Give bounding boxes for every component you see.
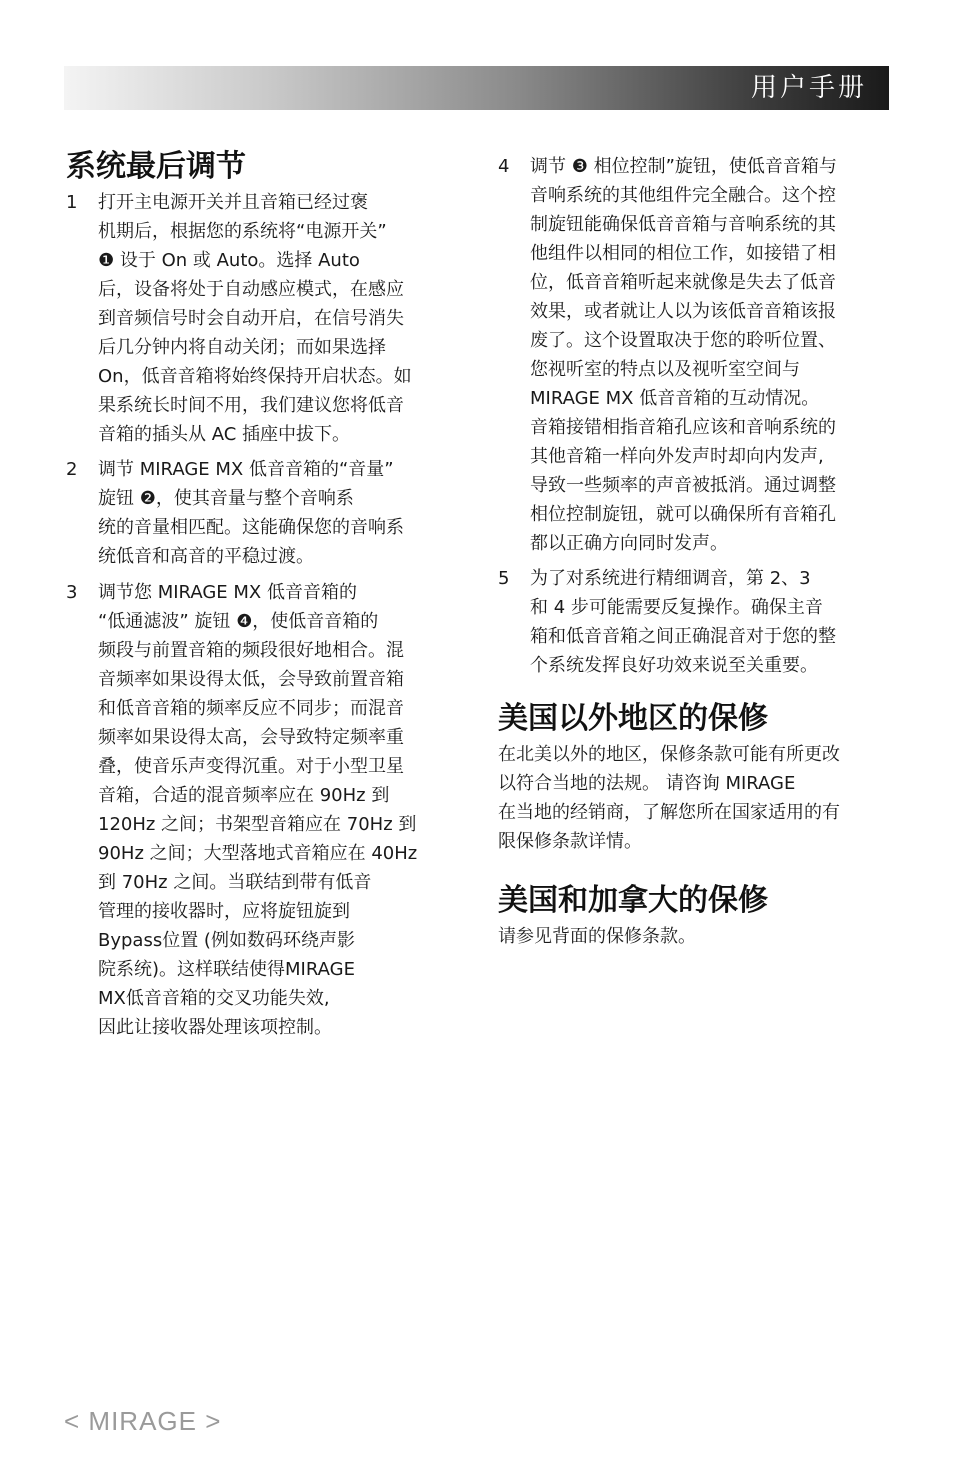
intl-warranty-line: 以符合当地的法规。 请咨询 MIRAGE [498, 773, 796, 794]
item-3-line: 调节您 MIRAGE MX 低音音箱的 [98, 582, 357, 603]
item-4-line: 导致一些频率的声音被抵消。通过调整 [530, 475, 836, 496]
item-4-line: 效果，或者就让人以为该低音音箱该报 [530, 301, 836, 322]
item-4-line: 他组件以相同的相位工作，如接错了相 [530, 243, 836, 264]
item-1-line: 到音频信号时会自动开启，在信号消失 [98, 308, 404, 329]
item-3-line: Bypass位置 (例如数码环绕声影 [98, 930, 355, 951]
header-bar [64, 66, 889, 110]
item-4-line: MIRAGE MX 低音音箱的互动情况。 [530, 388, 820, 409]
item-2-line: 统的音量相匹配。这能确保您的音响系 [98, 517, 404, 538]
intl-warranty-line: 在北美以外的地区，保修条款可能有所更改 [498, 744, 840, 765]
item-1-line: 打开主电源开关并且音箱已经过褒 [98, 192, 368, 213]
intl-warranty-text [498, 740, 840, 856]
item-4-line: 您视听室的特点以及视听室空间与 [530, 359, 800, 380]
mirage-logo: < MIRAGE > [64, 1406, 222, 1436]
us-warranty-line: 请参见背面的保修条款。 [498, 926, 696, 947]
item-3-line: 90Hz 之间；大型落地式音箱应在 40Hz [98, 843, 418, 864]
section-title-final-adjust: 系统最后调节 [66, 149, 246, 184]
intl-warranty-line: 限保修条款详情。 [498, 831, 642, 852]
us-warranty-text [498, 922, 696, 951]
item-number: 3 [66, 582, 78, 603]
item-4-line: 都以正确方向同时发声。 [530, 533, 728, 554]
item-4-line: 音响系统的其他组件完全融合。这个控 [530, 185, 836, 206]
item-3-line: 120Hz 之间；书架型音箱应在 70Hz 到 [98, 814, 417, 835]
item-4-line: 音箱接错相指音箱孔应该和音响系统的 [530, 417, 836, 438]
item-1-line: 音箱的插头从 AC 插座中拔下。 [98, 424, 351, 445]
item-2-line: 调节 MIRAGE MX 低音音箱的“音量” [98, 459, 394, 480]
item-number: 5 [498, 568, 510, 589]
item-4-line: 制旋钮能确保低音音箱与音响系统的其 [530, 214, 836, 235]
item-1-line: 后几分钟内将自动关闭；而如果选择 [98, 337, 386, 358]
item-4-line: 位，低音音箱听起来就像是失去了低音 [530, 272, 836, 293]
item-1-line: ❶ 设于 On 或 Auto。选择 Auto [98, 250, 360, 271]
item-1-line: 机期后，根据您的系统将“电源开关” [98, 221, 387, 242]
item-3-line: 音频率如果设得太低，会导致前置音箱 [98, 669, 404, 690]
intl-warranty-line: 在当地的经销商，了解您所在国家适用的有 [498, 802, 840, 823]
item-3-line: 院系统)。这样联结使得MIRAGE [98, 959, 355, 980]
item-2-line: 旋钮 ❷，使其音量与整个音响系 [98, 488, 354, 509]
item-3-line: 到 70Hz 之间。当联结到带有低音 [98, 872, 372, 893]
item-number: 2 [66, 459, 78, 480]
item-4-line: 调节 ❸ 相位控制”旋钮，使低音音箱与 [530, 156, 837, 177]
item-1-line: On，低音音箱将始终保持开启状态。如 [98, 366, 412, 387]
item-1-line: 后，设备将处于自动感应模式，在感应 [98, 279, 404, 300]
item-3-line: 频率如果设得太高，会导致特定频率重 [98, 727, 404, 748]
item-5-line: 箱和低音音箱之间正确混音对于您的整 [530, 626, 836, 647]
item-3-line: “低通滤波” 旋钮 ❹，使低音音箱的 [98, 611, 379, 632]
item-4-line: 相位控制旋钮，就可以确保所有音箱孔 [530, 504, 836, 525]
item-4-line: 其他音箱一样向外发声时却向内发声, [530, 446, 824, 467]
header-title: 用户手册 [750, 73, 867, 103]
item-3-line: 因此让接收器处理该项控制。 [98, 1017, 332, 1038]
item-3-line: 和低音音箱的频率反应不同步；而混音 [98, 698, 404, 719]
item-5-line: 和 4 步可能需要反复操作。确保主音 [530, 597, 823, 618]
item-3-line: 叠，使音乐声变得沉重。对于小型卫星 [98, 756, 404, 777]
section-title-us-warranty: 美国和加拿大的保修 [498, 883, 768, 918]
item-2-line: 统低音和高音的平稳过渡。 [98, 546, 314, 567]
item-1-line: 果系统长时间不用，我们建议您将低音 [98, 395, 404, 416]
item-5-line: 为了对系统进行精细调音，第 2、3 [530, 568, 811, 589]
item-3-line: 频段与前置音箱的频段很好地相合。混 [98, 640, 404, 661]
item-3-line: 音箱，合适的混音频率应在 90Hz 到 [98, 785, 390, 806]
item-5-line: 个系统发挥良好功效来说至关重要。 [530, 655, 818, 676]
item-3-line: 管理的接收器时，应将旋钮旋到 [98, 901, 350, 922]
item-3-line: MX低音音箱的交叉功能失效, [98, 988, 330, 1009]
item-4-line: 废了。这个设置取决于您的聆听位置、 [530, 330, 836, 351]
section-title-intl-warranty: 美国以外地区的保修 [498, 701, 768, 736]
item-number: 1 [66, 192, 78, 213]
item-number: 4 [498, 156, 510, 177]
